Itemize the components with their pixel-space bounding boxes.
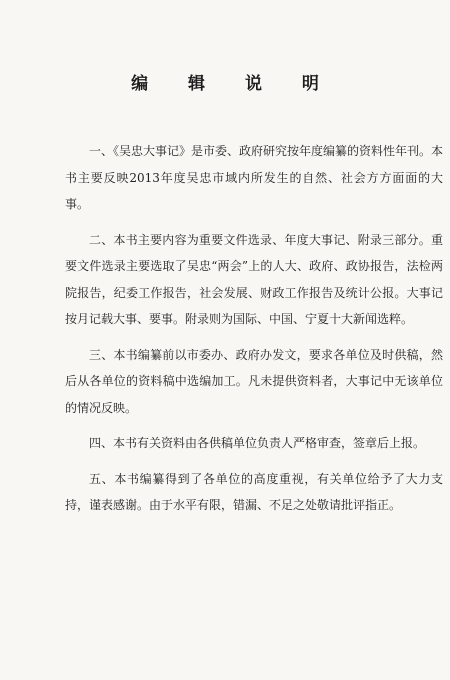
paragraph-1: 一、《吴忠大事记》是市委、政府研究按年度编纂的资料性年刊。本书主要反映2013年度吴忠市域内所发生的自然、社会方方面面的大事。 — [65, 144, 444, 211]
paragraph-4: 四、本书有关资料由各供稿单位负责人严格审查，签章后上报。 — [89, 436, 426, 450]
document-body — [65, 138, 443, 528]
paragraph-2: 二、本书主要内容为重要文件选录、年度大事记、附录三部分。重要文件选录主要选取了吴忠“两会”上的人大、政府、政协报告，法检两院报告，纪委工作报告，社会发展、财政工作报告及统计公报。大事记按月记载大事、要事。附录则为国际、中国、宁夏十大新闻选粹。 — [65, 232, 443, 326]
page-title: 编 辑 说 明 — [131, 74, 336, 94]
paragraph-5: 五、本书编纂得到了各单位的高度重视，有关单位给予了大力支持，谨表感谢。由于水平有限，错漏、不足之处敬请批评指正。 — [65, 471, 443, 512]
paragraph-3: 三、本书编纂前以市委办、政府办发文，要求各单位及时供稿，然后从各单位的资料稿中选编加工。凡未提供资料者，大事记中无该单位的情况反映。 — [65, 347, 443, 415]
